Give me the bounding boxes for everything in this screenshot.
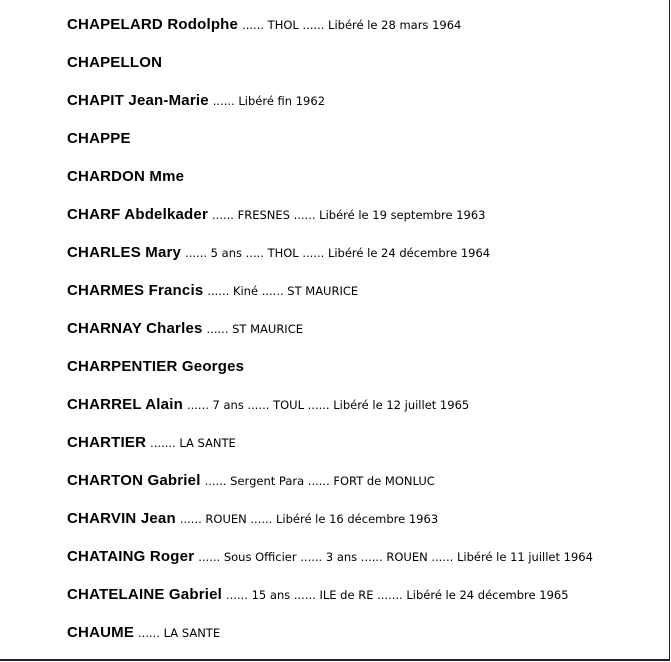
entry-name: CHAPIT Jean-Marie bbox=[67, 92, 209, 109]
entry-name: CHAPELLON bbox=[67, 54, 163, 71]
entry-detail: ...... Sergent Para ...... FORT de MONLUC bbox=[204, 474, 435, 488]
entry-name: CHAPELARD Rodolphe bbox=[67, 16, 239, 33]
list-item bbox=[67, 53, 593, 91]
list-item bbox=[67, 129, 593, 167]
entry-name: CHARTIER bbox=[67, 434, 147, 451]
entry-detail: ...... Kiné ...... ST MAURICE bbox=[207, 284, 359, 298]
entry-detail: ...... ST MAURICE bbox=[206, 322, 303, 336]
list-item bbox=[67, 243, 593, 281]
entry-detail: ....... LA SANTE bbox=[150, 436, 236, 450]
entry-name: CHAPPE bbox=[67, 130, 131, 147]
list-item bbox=[67, 319, 593, 357]
entry-detail: ...... 15 ans ...... ILE de RE ....... Libéré le 24 décembre 1965 bbox=[226, 588, 569, 602]
list-item bbox=[67, 433, 593, 471]
list-item bbox=[67, 471, 593, 509]
list-item bbox=[67, 395, 593, 433]
entry-name: CHARNAY Charles bbox=[67, 320, 203, 337]
list-item bbox=[67, 281, 593, 319]
list-item bbox=[67, 357, 593, 395]
list-item bbox=[67, 15, 593, 53]
entry-detail: ...... FRESNES ...... Libéré le 19 septembre 1963 bbox=[212, 208, 486, 222]
list-item bbox=[67, 585, 593, 623]
entry-name: CHATAING Roger bbox=[67, 548, 195, 565]
entry-detail: ...... 7 ans ...... TOUL ...... Libéré le 12 juillet 1965 bbox=[186, 398, 470, 412]
entry-detail: ...... ROUEN ...... Libéré le 16 décembre 1963 bbox=[179, 512, 439, 526]
entry-name: CHARTON Gabriel bbox=[67, 472, 201, 489]
entry-detail: ...... Sous Officier ...... 3 ans ...... ROUEN ...... Libéré le 11 juillet 1964 bbox=[198, 550, 593, 564]
list-item bbox=[67, 547, 593, 585]
list-item bbox=[67, 205, 593, 243]
prisoner-list bbox=[67, 15, 593, 661]
list-item bbox=[67, 167, 593, 205]
entry-name: CHATELAINE Gabriel bbox=[67, 586, 223, 603]
entry-name: CHARF Abdelkader bbox=[67, 206, 208, 223]
entry-name: CHARDON Mme bbox=[67, 168, 185, 185]
entry-name: CHARMES Francis bbox=[67, 282, 204, 299]
entry-name: CHAUME bbox=[67, 624, 135, 641]
list-item bbox=[67, 509, 593, 547]
list-item bbox=[67, 91, 593, 129]
entry-name: CHARLES Mary bbox=[67, 244, 182, 261]
entry-detail: ...... 5 ans ..... THOL ...... Libéré le 24 décembre 1964 bbox=[185, 246, 491, 260]
entry-detail: ...... THOL ...... Libéré le 28 mars 1964 bbox=[242, 18, 462, 32]
entry-detail: ...... Libéré fin 1962 bbox=[212, 94, 326, 108]
entry-detail: ...... LA SANTE bbox=[138, 626, 221, 640]
list-item bbox=[67, 623, 593, 661]
entry-name: CHARVIN Jean bbox=[67, 510, 176, 527]
entry-name: CHARPENTIER Georges bbox=[67, 358, 245, 375]
entry-name: CHARREL Alain bbox=[67, 396, 183, 413]
